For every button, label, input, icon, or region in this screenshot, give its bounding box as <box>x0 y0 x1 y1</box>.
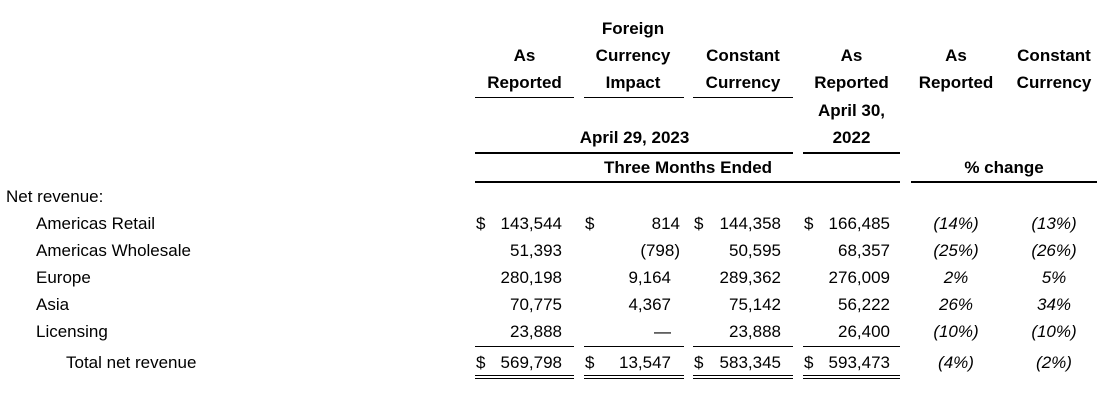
header-april-30-line1: April 30, <box>817 101 886 120</box>
subtotal-rule <box>584 346 684 347</box>
total-double-rule <box>584 378 684 379</box>
total-double-rule <box>803 378 900 379</box>
header-underline <box>693 97 793 98</box>
currency-symbol: $ <box>476 214 486 233</box>
header-three-months-ended: Three Months Ended <box>603 158 773 177</box>
cell-pct-as-reported: 26% <box>938 295 974 314</box>
subtotal-rule <box>693 346 793 347</box>
header-as-reported-2023-line2: Reported <box>487 73 562 92</box>
total-constant-currency: 583,345 <box>719 353 781 372</box>
cell-constant-currency: 50,595 <box>729 241 781 260</box>
cell-as-reported: 143,544 <box>500 214 562 233</box>
cell-prior-year: 276,009 <box>828 268 890 287</box>
header-pct-as-reported-line2: Reported <box>918 73 994 92</box>
cell-prior-year: 166,485 <box>828 214 890 233</box>
total-double-rule <box>475 378 574 379</box>
header-pct-as-reported-line1: As <box>945 46 967 65</box>
total-double-rule <box>584 375 684 376</box>
cell-as-reported: 51,393 <box>510 241 562 260</box>
cell-prior-year: 68,357 <box>838 241 890 260</box>
currency-symbol: $ <box>585 214 595 233</box>
total-double-rule <box>475 375 574 376</box>
total-label: Total net revenue <box>66 353 197 372</box>
cell-as-reported: 70,775 <box>510 295 562 314</box>
row-label: Asia <box>36 295 70 314</box>
cell-constant-currency: 23,888 <box>729 322 781 341</box>
cell-fx-impact: (798) <box>640 241 680 260</box>
header-pct-constant-currency-line1: Constant <box>1017 46 1091 65</box>
section-label-net-revenue: Net revenue: <box>6 187 104 206</box>
total-pct-constant: (2%) <box>1036 353 1072 372</box>
header-as-reported-2022-line1: As <box>840 46 863 65</box>
cell-pct-constant: 34% <box>1036 295 1072 314</box>
cell-constant-currency: 144,358 <box>719 214 781 233</box>
header-period-2023: April 29, 2023 <box>579 128 690 147</box>
total-prior-year: 593,473 <box>828 353 890 372</box>
header-constant-currency-line1: Constant <box>706 46 780 65</box>
row-label: Americas Retail <box>36 214 156 233</box>
cell-fx-impact: 9,164 <box>628 268 671 287</box>
cell-pct-constant: (10%) <box>1031 322 1077 341</box>
cell-constant-currency: 289,362 <box>719 268 781 287</box>
currency-symbol: $ <box>694 353 704 372</box>
row-label: Licensing <box>36 322 108 341</box>
cell-constant-currency: 75,142 <box>729 295 781 314</box>
header-as-reported-2022-line2: Reported <box>814 73 889 92</box>
currency-symbol: $ <box>804 353 814 372</box>
header-constant-currency-line2: Currency <box>705 73 781 92</box>
currency-symbol: $ <box>585 353 595 372</box>
currency-symbol: $ <box>804 214 814 233</box>
cell-pct-as-reported: (14%) <box>933 214 979 233</box>
subtotal-rule <box>475 346 574 347</box>
header-fx-impact-line2: Currency <box>595 46 671 65</box>
header-pct-constant-currency-line2: Currency <box>1016 73 1092 92</box>
total-double-rule <box>693 375 793 376</box>
header-fx-impact-line3: Impact <box>605 73 661 92</box>
cell-fx-impact: 814 <box>651 214 680 233</box>
header-pct-change: % change <box>964 158 1044 177</box>
header-as-reported-2023-line1: As <box>513 46 536 65</box>
cell-pct-constant: 5% <box>1041 268 1067 287</box>
header-rule <box>911 181 1097 183</box>
header-underline <box>475 97 574 98</box>
total-fx-impact: 13,547 <box>619 353 671 372</box>
currency-symbol: $ <box>694 214 704 233</box>
cell-fx-impact: 4,367 <box>628 295 671 314</box>
cell-as-reported: 23,888 <box>510 322 562 341</box>
cell-pct-as-reported: 2% <box>943 268 969 287</box>
cell-prior-year: 26,400 <box>838 322 890 341</box>
cell-as-reported: 280,198 <box>500 268 562 287</box>
total-pct-as-reported: (4%) <box>938 353 974 372</box>
cell-pct-constant: (26%) <box>1031 241 1077 260</box>
cell-fx-impact: — <box>654 322 671 341</box>
subtotal-rule <box>803 346 900 347</box>
total-as-reported: 569,798 <box>500 353 562 372</box>
cell-pct-as-reported: (25%) <box>933 241 979 260</box>
row-label: Europe <box>36 268 91 287</box>
currency-symbol: $ <box>476 353 486 372</box>
header-underline <box>584 97 684 98</box>
cell-prior-year: 56,222 <box>838 295 890 314</box>
header-fx-impact-line1: Foreign <box>601 19 665 38</box>
header-april-30-line2: 2022 <box>832 128 871 147</box>
row-label: Americas Wholesale <box>36 241 191 260</box>
total-double-rule <box>803 375 900 376</box>
cell-pct-constant: (13%) <box>1031 214 1077 233</box>
total-double-rule <box>693 378 793 379</box>
header-rule <box>475 181 900 183</box>
cell-pct-as-reported: (10%) <box>933 322 979 341</box>
